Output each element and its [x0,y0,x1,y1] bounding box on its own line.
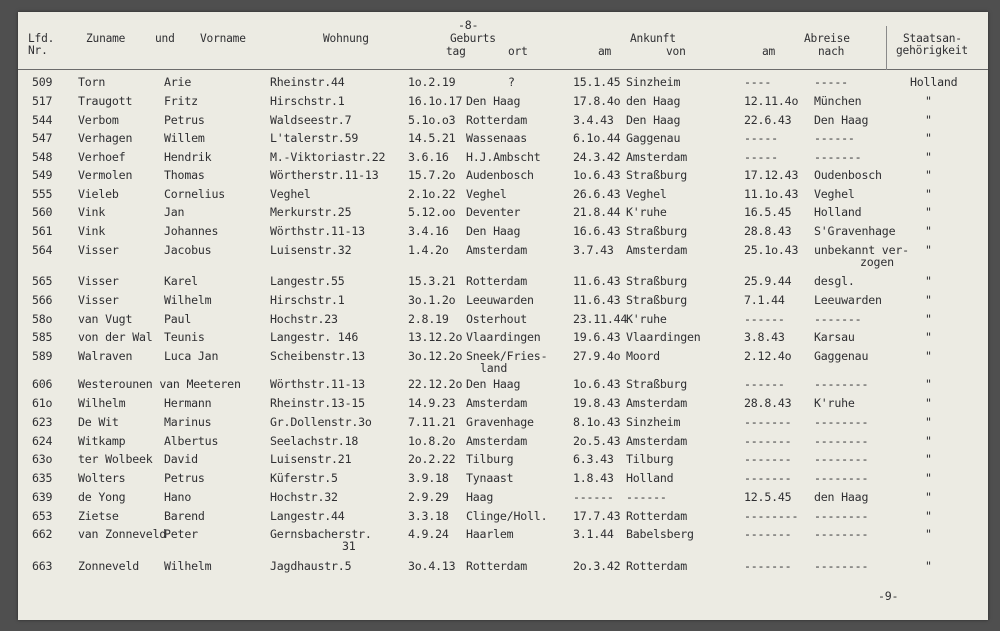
header-zuname: Zuname [86,32,126,45]
header-nr: Nr. [28,44,48,57]
cell-staatsangehoerigkeit: " [925,559,932,573]
cell-wohnung: L'talerstr.59 [270,131,359,145]
cell-abreise-am: ------ [744,377,785,391]
cell-zuname: Zonneveld [78,559,140,573]
cell-ankunft-am: 19.8.43 [573,396,621,410]
cell-nr: 639 [32,490,53,504]
cell-abreise-am: 12.5.45 [744,490,792,504]
cell-nr: 653 [32,509,53,523]
cell-zuname: van Zonneveld [78,527,167,541]
cell-vorname: Hendrik [164,150,212,164]
cell-vorname: Petrus [164,471,205,485]
cell-abreise-nach: -------- [814,559,869,573]
cell-vorname: Hano [164,490,192,504]
header-staatsangehoerigkeit-1: Staatsan- [903,32,962,45]
cell-vorname: David [164,452,198,466]
cell-ankunft-von: Amsterdam [626,150,688,164]
cell-zuname: Witkamp [78,434,126,448]
cell-geburtstag: 5.12.oo [408,205,456,219]
cell-staatsangehoerigkeit: " [925,150,932,164]
cell-ankunft-von: Amsterdam [626,396,688,410]
cell-abreise-nach: München [814,94,862,108]
cell-wohnung: Langestr. 146 [270,330,359,344]
cell-wohnung: Merkurstr.25 [270,205,352,219]
cell-staatsangehoerigkeit: " [925,452,932,466]
cell-wohnung: Jagdhaustr.5 [270,559,352,573]
cell-ankunft-am: 23.11.44 [573,312,628,326]
cell-geburtsort: Amsterdam [466,243,528,257]
cell-ankunft-von: Straßburg [626,377,688,391]
header-und: und [155,32,175,45]
cell-staatsangehoerigkeit: " [925,415,932,429]
cell-ankunft-von: Sinzheim [626,415,681,429]
cell-staatsangehoerigkeit: " [925,471,932,485]
cell-abreise-am: ------ [744,312,785,326]
cell-staatsangehoerigkeit: " [925,243,932,257]
cell-geburtsort: Osterhout [466,312,528,326]
cell-zuname: Verbom [78,113,119,127]
cell-ankunft-am: 1o.6.43 [573,168,621,182]
cell-wohnung: Luisenstr.21 [270,452,352,466]
cell-wohnung: Hirschstr.1 [270,293,345,307]
cell-vorname: Luca Jan [164,349,219,363]
cell-geburtstag: 3.3.18 [408,509,449,523]
header-wohnung: Wohnung [323,32,369,45]
cell-geburtsort: H.J.Ambscht [466,150,541,164]
cell-vorname: Peter [164,527,198,541]
header-ankunft-am: am [598,45,612,58]
cell-ankunft-von: Babelsberg [626,527,694,541]
cell-zuname: Vink [78,205,106,219]
cell-nr: 61o [32,396,53,410]
cell-ankunft-von: Den Haag [626,113,681,127]
cell-nr: 63o [32,452,53,466]
cell-nr: 555 [32,187,53,201]
cell-wohnung: Waldseestr.7 [270,113,352,127]
header-abreise-am: am [762,45,776,58]
header-staatsangehoerigkeit-2: gehörigkeit [896,44,968,57]
cell-ankunft-am: 27.9.4o [573,349,621,363]
cell-staatsangehoerigkeit: " [925,94,932,108]
cell-zuname: de Yong [78,490,126,504]
cell-geburtstag: 3o.1.2o [408,293,456,307]
cell-nr: 509 [32,75,53,89]
cell-abreise-am: 28.8.43 [744,224,792,238]
cell-geburtstag: 16.1o.17 [408,94,463,108]
cell-geburtstag: 14.9.23 [408,396,456,410]
cell-geburtsort: Wassenaas [466,131,528,145]
cell-vorname: Paul [164,312,192,326]
cell-nr: 564 [32,243,53,257]
cell-geburtstag: 2o.2.22 [408,452,456,466]
cell-abreise-am: 17.12.43 [744,168,799,182]
cell-staatsangehoerigkeit: " [925,205,932,219]
cell-geburtstag: 5.1o.o3 [408,113,456,127]
cell-zuname: Walraven [78,349,133,363]
cell-zuname: Visser [78,293,119,307]
cell-staatsangehoerigkeit: " [925,224,932,238]
cell-geburtsort: Deventer [466,205,521,219]
cell-staatsangehoerigkeit: " [925,527,932,541]
cell-wohnung: Langestr.44 [270,509,345,523]
cell-geburtsort: Haarlem [466,527,514,541]
cell-nr: 549 [32,168,53,182]
cell-ankunft-am: 3.7.43 [573,243,614,257]
cell-abreise-nach: unbekannt ver- [814,243,909,257]
cell-ankunft-von: Straßburg [626,274,688,288]
cell-abreise-nach: ----- [814,75,848,89]
cell-abreise-am: ------- [744,434,792,448]
cell-abreise-am: 11.1o.43 [744,187,799,201]
cell-zuname: Wolters [78,471,126,485]
cell-zuname: Vink [78,224,106,238]
cell-geburtstag: 3.4.16 [408,224,449,238]
cell-wohnung: Scheibenstr.13 [270,349,365,363]
cell-ankunft-von: Vlaardingen [626,330,701,344]
header-lfd: Lfd. [28,32,55,45]
cell-wohnung: Luisenstr.32 [270,243,352,257]
cell-nr: 589 [32,349,53,363]
cell-abreise-am: 22.6.43 [744,113,792,127]
cell-abreise-nach: -------- [814,377,869,391]
cell-abreise-am: 25.9.44 [744,274,792,288]
cell-ankunft-von: ------ [626,490,667,504]
cell-abreise-am: 3.8.43 [744,330,785,344]
cell-nr: 662 [32,527,53,541]
cell-geburtsort: Amsterdam [466,396,528,410]
cell-ankunft-am: ------ [573,490,614,504]
cell-staatsangehoerigkeit: " [925,187,932,201]
cell-wohnung: Wörthstr.11-13 [270,377,365,391]
cell-abreise-nach: Oudenbosch [814,168,882,182]
cell-ankunft-am: 6.1o.44 [573,131,621,145]
cell-abreise-nach: -------- [814,434,869,448]
cell-ankunft-am: 16.6.43 [573,224,621,238]
cell-nr: 566 [32,293,53,307]
cell-ankunft-von: Gaggenau [626,131,681,145]
cell-abreise-nach: ------- [814,312,862,326]
cell-abreise-am: ----- [744,150,778,164]
cell-nr: 663 [32,559,53,573]
cell-vorname: Karel [164,274,198,288]
cell-ankunft-am: 11.6.43 [573,293,621,307]
cell-vorname: Cornelius [164,187,226,201]
header-rule [18,69,988,70]
cell-abreise-nach: -------- [814,471,869,485]
cell-geburtsort: Den Haag [466,377,521,391]
cell-ankunft-am: 26.6.43 [573,187,621,201]
cell-vorname: Arie [164,75,192,89]
cell-geburtsort: Clinge/Holl. [466,509,548,523]
cell-ankunft-von: den Haag [626,94,681,108]
cell-abreise-am: ------- [744,471,792,485]
cell-geburtstag: 2.8.19 [408,312,449,326]
cell-abreise-am: ----- [744,131,778,145]
cell-abreise-am: 28.8.43 [744,396,792,410]
cell-abreise-nach: -------- [814,509,869,523]
cell-abreise-am: ------- [744,559,792,573]
cell-geburtsort: Amsterdam [466,434,528,448]
cell-ankunft-am: 8.1o.43 [573,415,621,429]
cell-zuname: von der Wal [78,330,153,344]
cell-ankunft-von: Tilburg [626,452,674,466]
cell-abreise-nach: desgl. [814,274,855,288]
cell-wohnung: Rheinstr.44 [270,75,345,89]
cell-vorname: Jan [164,205,185,219]
cell-vorname: Wilhelm [164,293,212,307]
cell-abreise-nach: ------ [814,131,855,145]
cell-ankunft-am: 3.1.44 [573,527,614,541]
cell-vorname: Hermann [164,396,212,410]
cell-abreise-nach: Holland [814,205,862,219]
cell-staatsangehoerigkeit: Holland [910,75,958,89]
cell-geburtstag: 2.9.29 [408,490,449,504]
cell-abreise-nach: Gaggenau [814,349,869,363]
cell-geburtstag: 22.12.2o [408,377,463,391]
cell-abreise-nach: -------- [814,452,869,466]
cell-wohnung: Hirschstr.1 [270,94,345,108]
cell-nr: 58o [32,312,53,326]
cell-nr: 606 [32,377,53,391]
cell-ankunft-am: 3.4.43 [573,113,614,127]
cell-wohnung: Langestr.55 [270,274,345,288]
cell-geburtstag: 3.6.16 [408,150,449,164]
cell-zuname: De Wit [78,415,119,429]
cell-geburtsort: Audenbosch [466,168,534,182]
cell-abreise-am: ---- [744,75,772,89]
cell-nr: 624 [32,434,53,448]
cell-abreise-am: 12.11.4o [744,94,799,108]
cell-wohnung: M.-Viktoriastr.22 [270,150,386,164]
cell-nr: 548 [32,150,53,164]
cell-zuname: Visser [78,274,119,288]
cell-geburtstag: 3.9.18 [408,471,449,485]
cell-staatsangehoerigkeit: " [925,396,932,410]
cell-geburtsort: Den Haag [466,94,521,108]
cell-staatsangehoerigkeit: " [925,349,932,363]
cell-staatsangehoerigkeit: " [925,274,932,288]
cell-ankunft-von: K'ruhe [626,312,667,326]
cell-staatsangehoerigkeit: " [925,330,932,344]
cell-staatsangehoerigkeit: " [925,490,932,504]
cell-ankunft-von: Straßburg [626,168,688,182]
cell-geburtsort: Den Haag [466,224,521,238]
header-vorname: Vorname [200,32,246,45]
cell-vorname: Thomas [164,168,205,182]
cell-vorname: Marinus [164,415,212,429]
cell-staatsangehoerigkeit: " [925,377,932,391]
cell-geburtsort: ? [508,75,515,89]
cell-geburtstag: 2.1o.22 [408,187,456,201]
header-ankunft: Ankunft [630,32,676,45]
cell-wohnung-cont: 31 [342,539,356,553]
cell-zuname: Vermolen [78,168,133,182]
cell-abreise-nach: ------- [814,150,862,164]
cell-wohnung: Gernsbacherstr. [270,527,372,541]
cell-staatsangehoerigkeit: " [925,312,932,326]
cell-geburtsort: Tynaast [466,471,514,485]
cell-abreise-am: 7.1.44 [744,293,785,307]
cell-vorname: Wilhelm [164,559,212,573]
cell-nr: 547 [32,131,53,145]
cell-wohnung: Gr.Dollenstr.3o [270,415,372,429]
cell-geburtstag: 4.9.24 [408,527,449,541]
cell-zuname: Verhoef [78,150,126,164]
cell-ankunft-am: 1o.6.43 [573,377,621,391]
page-number-bottom: -9- [878,589,899,603]
header-divider [886,26,887,70]
cell-abreise-am: 2.12.4o [744,349,792,363]
header-abreise-nach: nach [818,45,845,58]
cell-abreise-nach: S'Gravenhage [814,224,896,238]
cell-abreise-nach: K'ruhe [814,396,855,410]
cell-nr: 635 [32,471,53,485]
cell-ankunft-am: 6.3.43 [573,452,614,466]
cell-zuname: Westerounen van Meeteren [78,377,241,391]
header-abreise: Abreise [804,32,850,45]
cell-staatsangehoerigkeit: " [925,168,932,182]
cell-nr: 623 [32,415,53,429]
cell-nr: 517 [32,94,53,108]
cell-abreise-nach: Veghel [814,187,855,201]
cell-wohnung: Wörtherstr.11-13 [270,168,379,182]
cell-nr: 565 [32,274,53,288]
cell-wohnung: Hochstr.23 [270,312,338,326]
cell-vorname: Fritz [164,94,198,108]
cell-geburtsort: Tilburg [466,452,514,466]
cell-abreise-nach: -------- [814,527,869,541]
cell-staatsangehoerigkeit: " [925,131,932,145]
cell-ankunft-von: Straßburg [626,293,688,307]
cell-wohnung: Hochstr.32 [270,490,338,504]
header-geburts: Geburts [450,32,496,45]
cell-ankunft-am: 2o.5.43 [573,434,621,448]
cell-abreise-nach: -------- [814,415,869,429]
cell-geburtsort: Rotterdam [466,559,528,573]
cell-ankunft-am: 11.6.43 [573,274,621,288]
cell-vorname: Jacobus [164,243,212,257]
cell-wohnung: Küferstr.5 [270,471,338,485]
cell-geburtstag: 1o.8.2o [408,434,456,448]
cell-geburtsort: Rotterdam [466,113,528,127]
cell-vorname: Teunis [164,330,205,344]
cell-nr: 560 [32,205,53,219]
cell-zuname: Vieleb [78,187,119,201]
cell-ankunft-am: 15.1.45 [573,75,621,89]
cell-wohnung: Rheinstr.13-15 [270,396,365,410]
cell-zuname: Verhagen [78,131,133,145]
page-number-top: -8- [458,18,479,32]
cell-zuname: Zietse [78,509,119,523]
cell-ankunft-am: 21.8.44 [573,205,621,219]
cell-geburtsort: Leeuwarden [466,293,534,307]
cell-vorname: Petrus [164,113,205,127]
cell-ankunft-von: Amsterdam [626,243,688,257]
cell-abreise-nach: Leeuwarden [814,293,882,307]
cell-staatsangehoerigkeit: " [925,293,932,307]
cell-ankunft-von: Veghel [626,187,667,201]
cell-ankunft-von: Rotterdam [626,509,688,523]
cell-geburtstag: 1.4.2o [408,243,449,257]
cell-staatsangehoerigkeit: " [925,113,932,127]
cell-zuname: ter Wolbeek [78,452,153,466]
header-ankunft-von: von [666,45,686,58]
header-geburts-ort: ort [508,45,528,58]
cell-wohnung: Seelachstr.18 [270,434,359,448]
cell-ankunft-von: Rotterdam [626,559,688,573]
cell-ankunft-am: 19.6.43 [573,330,621,344]
cell-geburtsort: Vlaardingen [466,330,541,344]
cell-geburtstag: 13.12.2o [408,330,463,344]
cell-geburtsort: Veghel [466,187,507,201]
cell-geburtstag: 7.11.21 [408,415,456,429]
cell-ankunft-am: 17.8.4o [573,94,621,108]
cell-nr: 561 [32,224,53,238]
cell-ankunft-am: 17.7.43 [573,509,621,523]
cell-abreise-nach: Den Haag [814,113,869,127]
cell-geburtsort-cont: land [480,361,508,375]
cell-nr: 544 [32,113,53,127]
cell-ankunft-von: Moord [626,349,660,363]
cell-geburtstag: 14.5.21 [408,131,456,145]
cell-vorname: Willem [164,131,205,145]
cell-ankunft-am: 1.8.43 [573,471,614,485]
cell-abreise-nach: Karsau [814,330,855,344]
cell-geburtstag: 1o.2.19 [408,75,456,89]
header-geburts-tag: tag [446,45,466,58]
cell-zuname: Torn [78,75,106,89]
cell-geburtstag: 15.7.2o [408,168,456,182]
cell-ankunft-am: 2o.3.42 [573,559,621,573]
cell-ankunft-am: 24.3.42 [573,150,621,164]
cell-zuname: Visser [78,243,119,257]
cell-zuname: van Vugt [78,312,133,326]
cell-geburtsort: Sneek/Fries- [466,349,548,363]
cell-abreise-nach-cont: zogen [860,255,894,269]
cell-geburtsort: Rotterdam [466,274,528,288]
cell-vorname: Johannes [164,224,219,238]
cell-zuname: Traugott [78,94,133,108]
cell-staatsangehoerigkeit: " [925,434,932,448]
cell-abreise-am: 25.1o.43 [744,243,799,257]
cell-wohnung: Wörthstr.11-13 [270,224,365,238]
cell-zuname: Wilhelm [78,396,126,410]
document-page [18,12,988,620]
cell-abreise-am: ------- [744,452,792,466]
cell-ankunft-von: Sinzheim [626,75,681,89]
cell-ankunft-von: K'ruhe [626,205,667,219]
cell-wohnung: Veghel [270,187,311,201]
cell-abreise-am: 16.5.45 [744,205,792,219]
cell-abreise-am: ------- [744,415,792,429]
cell-geburtsort: Gravenhage [466,415,534,429]
cell-ankunft-von: Holland [626,471,674,485]
cell-vorname: Albertus [164,434,219,448]
cell-vorname: Barend [164,509,205,523]
cell-geburtstag: 3o.12.2o [408,349,463,363]
cell-abreise-am: -------- [744,509,799,523]
cell-staatsangehoerigkeit: " [925,509,932,523]
cell-abreise-nach: den Haag [814,490,869,504]
cell-abreise-am: ------- [744,527,792,541]
cell-geburtstag: 3o.4.13 [408,559,456,573]
cell-ankunft-von: Amsterdam [626,434,688,448]
cell-geburtsort: Haag [466,490,494,504]
cell-nr: 585 [32,330,53,344]
cell-geburtstag: 15.3.21 [408,274,456,288]
cell-ankunft-von: Straßburg [626,224,688,238]
